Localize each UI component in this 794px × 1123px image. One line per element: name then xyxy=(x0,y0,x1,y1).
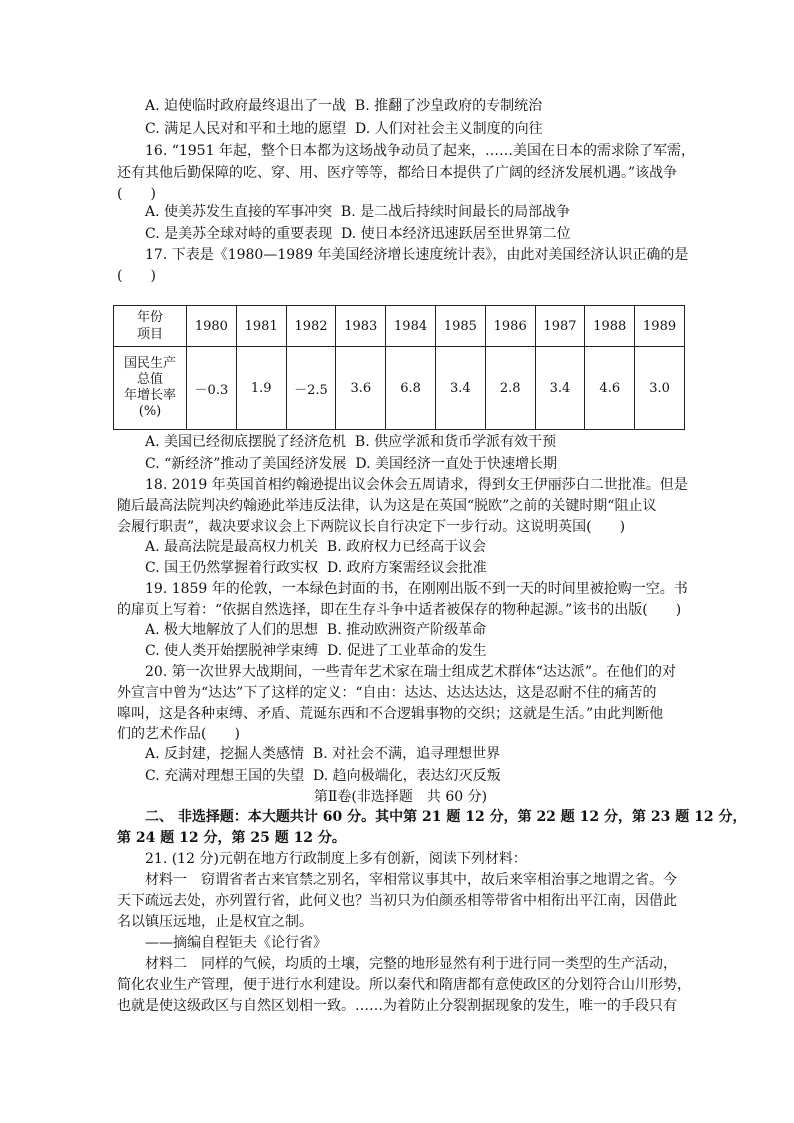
q15-option-a: A. 迫使临时政府最终退出了一战 xyxy=(145,98,347,114)
q17-options-row1 xyxy=(145,433,556,451)
q20-stem-line2: 外宣言中曾为“达达”下了这样的定义：“自由：达达、达达达达，这是忍耐不住的痛苦的 xyxy=(117,685,657,701)
growth-value-cell: －2.5 xyxy=(286,347,336,430)
section2-title: 第Ⅱ卷(非选择题 共 60 分) xyxy=(313,789,488,805)
year-header-cell: 1983 xyxy=(336,306,386,347)
q20-stem-line3: 嗥叫，这是各种束缚、矛盾、荒诞东西和不合逻辑事物的交织；这就是生活。”由此判断他 xyxy=(117,706,664,722)
q19-option-b: B. 推动欧洲资产阶级革命 xyxy=(326,622,487,638)
q18-option-d: D. 政府方案需经议会批准 xyxy=(327,560,487,576)
section2-instructions-line2: 第 24 题 12 分，第 25 题 12 分。 xyxy=(117,830,346,846)
q15-option-d: D. 人们对社会主义制度的向往 xyxy=(355,121,543,137)
growth-value-cell: 6.8 xyxy=(386,347,436,430)
q16-option-a: A. 使美苏发生直接的军事冲突 xyxy=(145,204,333,220)
q18-option-a: A. 最高法院是最高权力机关 xyxy=(145,539,319,555)
q21-material1-line2: 天下疏远去处，亦列置行省，此何义也？当初只为伯颜丞相等带省中相衔出平江南，因借此 xyxy=(117,893,677,909)
q17-options-row2 xyxy=(145,455,557,473)
growth-value-cell: 3.6 xyxy=(336,347,386,430)
corner-label-year: 年份 xyxy=(136,310,163,325)
q16-stem-line2: 还有其他后勤保障的吃、穿、用、医疗等等，都给日本提供了广阔的经济发展机遇。”该战争 xyxy=(117,165,678,181)
q20-option-a: A. 反封建，挖掘人类感情 xyxy=(145,746,305,762)
year-header-cell: 1982 xyxy=(286,306,336,347)
q18-options-row2 xyxy=(145,559,487,577)
q21-material1-line3: 名以镇压远地，止是权宜之制。 xyxy=(117,914,313,930)
q16-option-c: C. 是美苏全球对峙的重要表现 xyxy=(145,226,333,242)
q15-options-row2 xyxy=(145,120,543,138)
q17-answer-blank: ( ) xyxy=(117,268,156,284)
row-label-line: 总值 xyxy=(136,372,163,387)
q21-material2-line3: 也就是使这级政区与自然区划相一致。……为着防止分裂割据现象的发生，唯一的手段只有 xyxy=(117,998,677,1014)
q20-option-b: B. 对社会不满，追寻理想世界 xyxy=(312,746,501,762)
year-header-cell: 1980 xyxy=(187,306,237,347)
q20-options-row1 xyxy=(145,745,500,763)
row-label-cell xyxy=(114,347,187,430)
row-label-line: (%) xyxy=(138,404,162,419)
growth-value-cell: 3.4 xyxy=(535,347,585,430)
q18-options-row1 xyxy=(145,538,486,556)
growth-value-cell: 4.6 xyxy=(585,347,635,430)
q21-material2-line1: 材料二 同样的气候，均质的土壤，完整的地形显然有利于进行同一类型的生产活动， xyxy=(145,956,677,972)
year-header-cell: 1988 xyxy=(585,306,635,347)
q17-option-a: A. 美国已经彻底摆脱了经济危机 xyxy=(145,434,347,450)
q18-option-c: C. 国王仍然掌握着行政实权 xyxy=(145,560,319,576)
year-header-cell: 1987 xyxy=(535,306,585,347)
q18-stem-line2: 随后最高法院判决约翰逊此举违反法律，认为这是在英国“脱欧”之前的关键时期“阻止议 xyxy=(117,498,657,514)
year-header-cell: 1986 xyxy=(485,306,535,347)
q17-option-c: C. “新经济”推动了美国经济发展 xyxy=(145,456,347,472)
q15-option-c: C. 满足人民对和平和土地的愿望 xyxy=(145,121,347,137)
year-header-cell: 1989 xyxy=(635,306,685,347)
q16-answer-blank: ( ) xyxy=(117,186,156,202)
growth-value-cell: 3.0 xyxy=(635,347,685,430)
q17-option-b: B. 供应学派和货币学派有效干预 xyxy=(354,434,557,450)
q16-option-b: B. 是二战后持续时间最长的局部战争 xyxy=(340,204,571,220)
q16-options-row2 xyxy=(145,225,571,243)
table-row xyxy=(114,347,685,430)
section2-instructions-line1: 二、 非选择题：本大题共计 60 分。其中第 21 题 12 分，第 22 题 12 分，第 23 题 12 分， xyxy=(145,809,747,825)
q18-stem-line1: 18. 2019 年英国首相约翰逊提出议会休会五周请求，得到女王伊丽莎白二世批准。但是 xyxy=(145,477,688,493)
q15-option-b: B. 推翻了沙皇政府的专制统治 xyxy=(354,98,543,114)
table-corner-cell xyxy=(114,306,187,347)
year-header-cell: 1984 xyxy=(386,306,436,347)
q19-stem-line2: 的扉页上写着：“依据自然选择，即在生存斗争中适者被保存的物种起源。”该书的出版( ) xyxy=(117,602,682,618)
q19-stem-line1: 19. 1859 年的伦敦，一本绿色封面的书，在刚刚出版不到一天的时间里被抢购一空。书 xyxy=(145,581,688,597)
q20-option-d: D. 趋向极端化，表达幻灭反叛 xyxy=(313,768,501,784)
q17-option-d: D. 美国经济一直处于快速增长期 xyxy=(355,456,557,472)
year-header-cell: 1985 xyxy=(435,306,485,347)
q19-options-row2 xyxy=(145,642,487,660)
q20-stem-line1: 20. 第一次世界大战期间，一些青年艺术家在瑞士组成艺术群体“达达派”。在他们的对 xyxy=(145,664,677,680)
us-economy-growth-table xyxy=(113,305,685,430)
q20-stem-line4: 们的艺术作品( ) xyxy=(117,726,240,742)
q18-stem-line3: 会履行职责”，裁决要求议会上下两院议长自行决定下一步行动。这说明英国( ) xyxy=(117,519,626,535)
row-label-line: 年增长率 xyxy=(123,388,176,403)
q21-material1-line1: 材料一 窃谓省者古来官禁之别名，宰相常议事其中，故后来宰相治事之地谓之省。今 xyxy=(145,872,677,888)
q16-options-row1 xyxy=(145,203,570,221)
q21-material2-line2: 简化农业生产管理，便于进行水利建设。所以秦代和隋唐都有意使政区的分划符合山川形势， xyxy=(117,977,691,993)
q17-stem-line1: 17. 下表是《1980—1989 年美国经济增长速度统计表》，由此对美国经济认识正确的是 xyxy=(145,247,689,263)
corner-label-item: 项目 xyxy=(136,327,163,342)
q20-options-row2 xyxy=(145,767,501,785)
table-header-row xyxy=(114,306,685,347)
q19-option-a: A. 极大地解放了人们的思想 xyxy=(145,622,319,638)
year-header-cell: 1981 xyxy=(236,306,286,347)
growth-value-cell: －0.3 xyxy=(187,347,237,430)
row-label-line: 国民生产 xyxy=(123,356,176,371)
q21-material1-source: ——摘编自程钜夫《论行省》 xyxy=(145,935,327,951)
q18-option-b: B. 政府权力已经高于议会 xyxy=(326,539,487,555)
growth-value-cell: 2.8 xyxy=(485,347,535,430)
growth-value-cell: 3.4 xyxy=(435,347,485,430)
q19-options-row1 xyxy=(145,621,486,639)
q21-stem: 21. (12 分)元朝在地方行政制度上多有创新，阅读下列材料： xyxy=(145,851,527,867)
q20-option-c: C. 充满对理想王国的失望 xyxy=(145,768,305,784)
growth-value-cell: 1.9 xyxy=(236,347,286,430)
q16-stem-line1: 16. “1951 年起，整个日本都为这场战争动员了起来，……美国在日本的需求除了军需， xyxy=(145,143,695,159)
q15-options-row1 xyxy=(145,97,542,115)
q16-option-d: D. 使日本经济迅速跃居至世界第二位 xyxy=(341,226,571,242)
q19-option-c: C. 使人类开始摆脱神学束缚 xyxy=(145,643,319,659)
q19-option-d: D. 促进了工业革命的发生 xyxy=(327,643,487,659)
